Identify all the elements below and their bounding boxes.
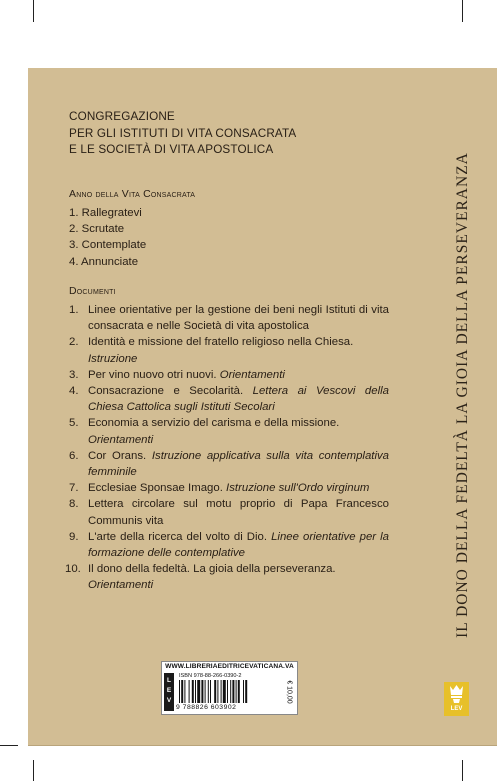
document-subtitle: Istruzione sull'Ordo virginum xyxy=(226,482,370,495)
documenti-list xyxy=(65,302,390,594)
document-item xyxy=(69,529,389,561)
lev-logo-icon xyxy=(444,682,469,716)
document-subtitle: Orientamenti xyxy=(88,579,154,592)
document-text: L'arte della ricerca del volto di Dio. xyxy=(88,530,268,543)
isbn-text: ISBN 978-88-266-0390-2 xyxy=(179,673,242,679)
anno-item: 2. Scrutate xyxy=(69,223,125,236)
document-item xyxy=(69,415,389,447)
document-item xyxy=(69,334,389,366)
barcode-number: 9 788826 603902 xyxy=(176,704,237,711)
document-number: 2. xyxy=(69,336,79,349)
document-subtitle: Orientamenti xyxy=(219,368,285,381)
document-subtitle: Istruzione xyxy=(88,352,138,365)
document-number: 7. xyxy=(69,482,79,495)
header-line-3: E LE SOCIETÀ DI VITA APOSTOLICA xyxy=(69,142,274,156)
document-text: Ecclesiae Sponsae Imago. xyxy=(88,482,223,495)
document-text: Consacrazione e Secolarità. xyxy=(88,385,244,398)
anno-section-title: Anno della Vita Consacrata xyxy=(69,188,196,200)
document-subtitle: Istruzione applicativa sulla vita contemplativa femminile xyxy=(88,449,390,479)
publisher-name: LEV xyxy=(166,677,172,704)
document-subtitle: Lettera ai Vescovi della Chiesa Cattolica sugli Istituti Secolari xyxy=(88,385,389,414)
document-text: Lettera circolare sul motu proprio di Papa Francesco Communis vita xyxy=(88,498,389,527)
document-text: Cor Orans. xyxy=(88,449,147,462)
crop-mark xyxy=(462,760,463,781)
document-item xyxy=(65,561,389,593)
price-text: € 10,00 xyxy=(285,680,293,704)
document-item xyxy=(69,480,389,496)
document-item xyxy=(69,496,389,528)
document-text: Per vino nuovo otri nuovi. xyxy=(88,368,217,381)
document-number: 6. xyxy=(69,449,79,462)
anno-item: 1. Rallegratevi xyxy=(69,207,142,219)
publisher-url: WWW.LIBRERIAEDITRICEVATICANA.VA xyxy=(165,663,294,670)
document-item xyxy=(69,448,389,480)
document-number: 1. xyxy=(69,304,79,316)
document-subtitle: Linee orientative per la formazione delle contemplative xyxy=(88,530,389,560)
anno-item: 4. Annunciate xyxy=(69,255,139,268)
crop-mark xyxy=(462,0,463,22)
crop-mark xyxy=(33,760,34,781)
anno-item: 3. Contemplate xyxy=(69,239,147,252)
trim-line xyxy=(28,745,497,746)
documenti-section-title: Documenti xyxy=(69,285,116,297)
crop-mark xyxy=(0,745,18,746)
barcode-bars xyxy=(179,680,279,703)
document-item xyxy=(69,302,389,334)
document-number: 8. xyxy=(69,498,79,511)
document-text: Il dono della fedeltà. La gioia della perseveranza. xyxy=(88,563,336,576)
document-subtitle: Orientamenti xyxy=(88,433,154,446)
document-item xyxy=(69,367,389,383)
document-number: 10. xyxy=(65,563,81,576)
document-number: 5. xyxy=(69,417,79,430)
header-line-2: PER GLI ISTITUTI DI VITA CONSACRATA xyxy=(69,125,297,140)
document-text: Identità e missione del fratello religioso nella Chiesa. xyxy=(88,336,354,349)
document-number: 9. xyxy=(69,530,79,543)
spine-title: IL DONO DELLA FEDELTÀ LA GIOIA DELLA PERSEVERANZA xyxy=(454,152,471,638)
logo-text: LEV xyxy=(450,706,463,712)
document-text: Linee orientative per la gestione dei beni negli Istituti di vita consacrata e nelle Società di vita apostolica xyxy=(88,304,389,333)
header-line-1: CONGREGAZIONE xyxy=(69,109,175,123)
anno-list xyxy=(69,205,146,270)
document-item xyxy=(69,383,389,415)
crop-mark xyxy=(33,0,34,22)
document-text: Economia a servizio del carisma e della missione. xyxy=(88,417,340,430)
barcode-label xyxy=(161,661,298,715)
document-number: 4. xyxy=(69,385,79,398)
document-number: 3. xyxy=(69,368,79,381)
congregation-header xyxy=(69,108,306,158)
